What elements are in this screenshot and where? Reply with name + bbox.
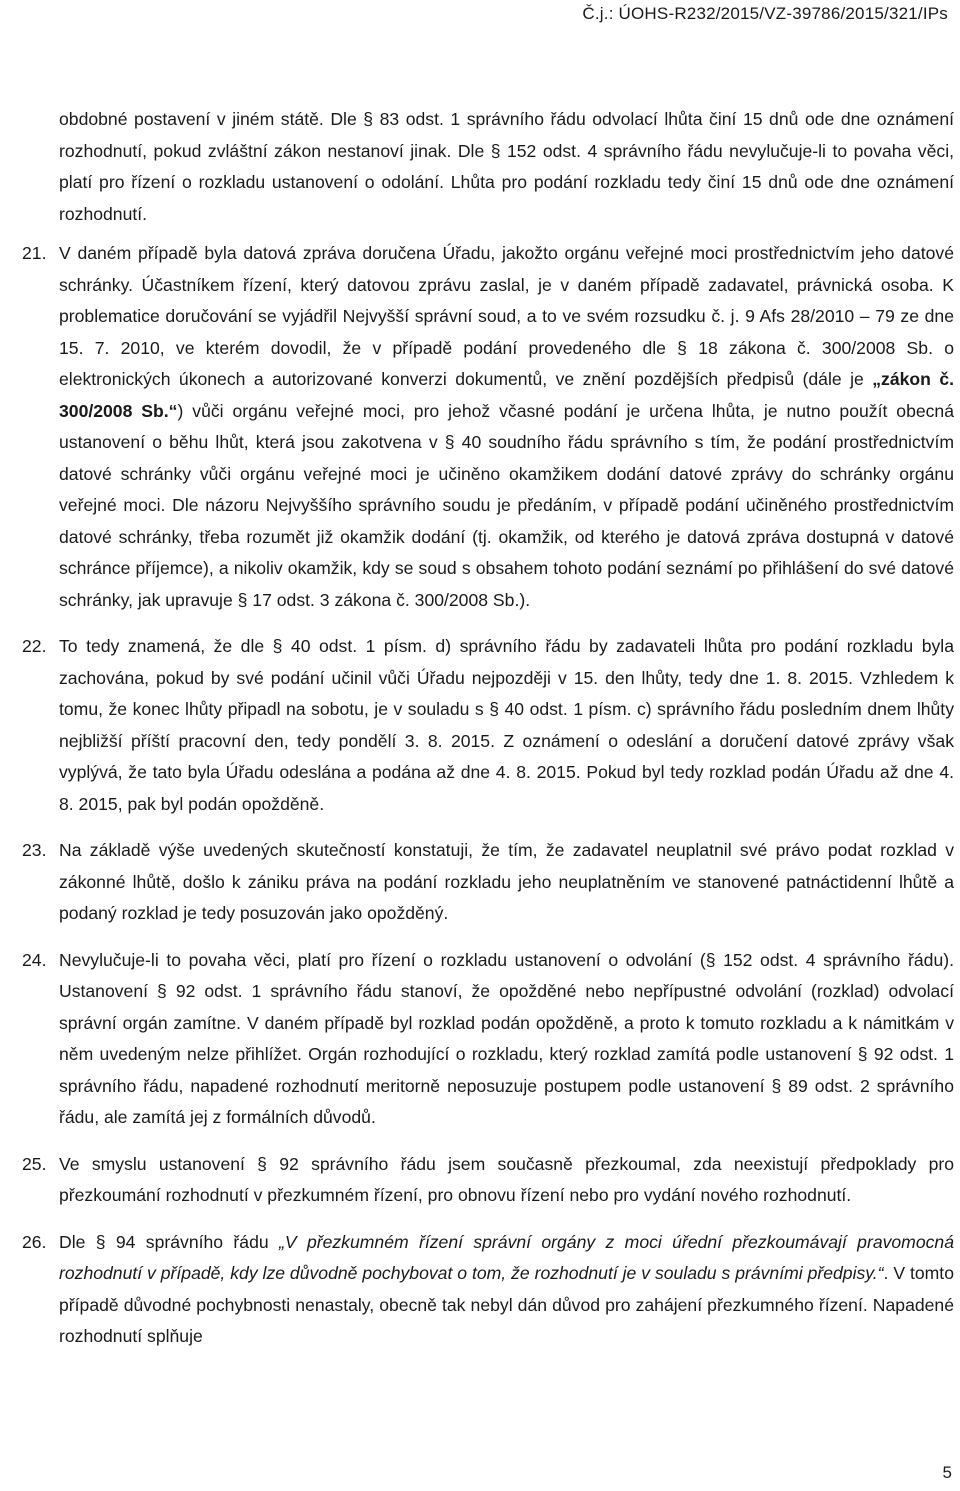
paragraph-23	[22, 835, 954, 930]
document-body	[22, 104, 954, 1353]
quoted-statute: „V přezkumném řízení správní orgány z moci úřední přezkoumávají pravomocná rozhodnutí v případě, kdy lze důvodně pochybovat o tom, že rozhodnutí je v souladu s právními předpisy.“	[59, 1231, 954, 1283]
paragraph-text: V daném případě byla datová zpráva doručena Úřadu, jakožto orgánu veřejné moci prostřednictvím jeho datové schránky. Účastníkem řízení, který datovou zprávu zaslal, je v daném případě zadavatel, právnická osoba. K problematice doručování se vyjádřil Nejvyšší správní soud, a to ve svém rozsudku č. j. 9 Afs 28/2010 – 79 ze dne 15. 7. 2010, ve kterém dovodil, že v případě podání provedeného dle § 18 zákona č. 300/2008 Sb. o elektronických úkonech a autorizované konverzi dokumentů, ve znění pozdějších předpisů (dále je	[59, 243, 954, 389]
paragraph-25	[22, 1149, 954, 1212]
paragraph-number: 23.	[22, 840, 47, 860]
paragraph-number: 24.	[22, 949, 47, 970]
paragraph-text: Nevylučuje-li to povaha věci, platí pro řízení o rozkladu ustanovení o odvolání (§ 152 odst. 4 správního řádu). Ustanovení § 92 odst. 1 správního řádu stanoví, že opožděné nebo nepřípustné odvolání (rozklad) odvolací správní orgán zamítne. V daném případě byl rozklad podán opožděně, a proto k tomuto rozkladu a k námitkám v něm uvedeným nelze přihlížet. Orgán rozhodující o rozkladu, který rozklad zamítá podle ustanovení § 92 odst. 1 správního řádu, napadené rozhodnutí meritorně neposuzuje postupem podle ustanovení § 89 odst. 2 správního řádu, ale zamítá jej z formálních důvodů.	[59, 949, 954, 1127]
defined-term: „zákon č. 300/2008 Sb.“	[59, 369, 954, 421]
intro-paragraph: obdobné postavení v jiném státě. Dle § 83 odst. 1 správního řádu odvolací lhůta činí 15 dnů ode dne oznámení rozhodnutí, pokud zvláštní zákon nestanoví jinak. Dle § 152 odst. 4 správního řádu nevylučuje-li to povaha věci, platí pro řízení o rozkladu ustanovení o odolání. Lhůta pro podání rozkladu tedy činí 15 dnů ode dne oznámení rozhodnutí.	[59, 109, 954, 224]
paragraph-22	[22, 631, 954, 820]
paragraph-number: 21.	[22, 243, 47, 263]
paragraph-text: To tedy znamená, že dle § 40 odst. 1 písm. d) správního řádu by zadavateli lhůta pro podání rozkladu byla zachována, pokud by své podání učinil vůči Úřadu nejpozději v 15. den lhůty, tedy dne 1. 8. 2015. Vzhledem k tomu, že konec lhůty připadl na sobotu, je v souladu s § 40 odst. 1 písm. c) správního řádu posledním dnem lhůty nejbližší příští pracovní den, tedy pondělí 3. 8. 2015. Z oznámení o odeslání a doručení datové zprávy však vyplývá, že tato byla Úřadu odeslána a podána až dne 4. 8. 2015. Pokud byl tedy rozklad podán Úřadu až dne 4. 8. 2015, pak byl podán opožděně.	[59, 636, 954, 814]
paragraph-number: 26.	[22, 1231, 47, 1252]
paragraph-26	[22, 1227, 954, 1353]
paragraph-text: . V tomto případě důvodné pochybnosti nenastaly, obecně tak nebyl dán důvod pro zahájení přezkumného řízení. Napadené rozhodnutí splňuje	[59, 1263, 954, 1346]
page-number: 5	[942, 1463, 952, 1482]
paragraph-24	[22, 945, 954, 1134]
paragraph-text: Ve smyslu ustanovení § 92 správního řádu jsem současně přezkoumal, zda neexistují předpoklady pro přezkoumání rozhodnutí v přezkumném řízení, pro obnovu řízení nebo pro vydání nového rozhodnutí.	[59, 1153, 954, 1205]
paragraph-number: 25.	[22, 1153, 47, 1174]
paragraph-21	[22, 238, 954, 616]
paragraph-text: Na základě výše uvedených skutečností konstatuji, že tím, že zadavatel neuplatnil své právo podat rozklad v zákonné lhůtě, došlo k zániku práva na podání rozkladu jeho neuplatněním ve stanovené patnáctidenní lhůtě a podaný rozklad je tedy posuzován jako opožděný.	[59, 840, 954, 923]
paragraph-text: ) vůči orgánu veřejné moci, pro jehož včasné podání je určena lhůta, je nutno použít obecná ustanovení o běhu lhůt, která jsou zakotvena v § 40 soudního řádu správního s tím, že podání prostřednictvím datové schránky vůči orgánu veřejné moci je učiněno okamžikem dodání datové zprávy do schránky orgánu veřejné moci. Dle názoru Nejvyššího správního soudu je předáním, v případě podání učiněného prostřednictvím datové schránky, třeba rozumět již okamžik dodání (tj. okamžik, od kterého je datová zpráva dostupná v datové schránce příjemce), a nikoliv okamžik, kdy se soud s obsahem tohoto podání seznámí po přihlášení do své datové schránky, jak upravuje § 17 odst. 3 zákona č. 300/2008 Sb.).	[59, 400, 955, 610]
paragraph-text: Dle § 94 správního řádu	[59, 1231, 279, 1252]
document-reference: Č.j.: ÚOHS-R232/2015/VZ-39786/2015/321/IPs	[582, 4, 948, 23]
paragraph-number: 22.	[22, 636, 47, 656]
